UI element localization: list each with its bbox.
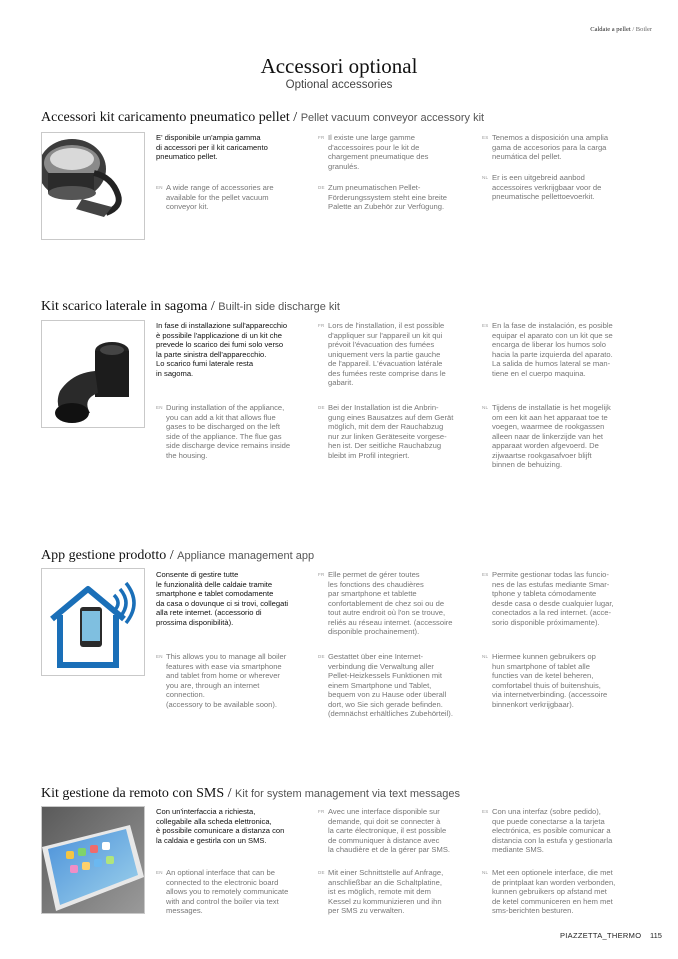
section-4-fr-body: Avec une interface disponible sur demande, qui doit se connecter à la carte électronique, il est possible de communiquer à distance avec la chaudière et de la gérer par SMS.	[328, 807, 450, 854]
lang-tag: FR	[318, 572, 325, 577]
section-4-text-en	[156, 868, 318, 916]
section-1-text-es	[482, 133, 642, 162]
page-subtitle: Optional accessories	[285, 79, 393, 91]
section-3-nl-body: Hiermee kunnen gebruikers op hun smartphone of tablet alle functies van de ketel beheren, comfortabel thuis of buitenshuis, via internetverbinding. (accessoire binnenkort verkrijgbaar).	[492, 652, 608, 709]
section-4-text-es	[482, 807, 642, 855]
lang-tag: FR	[318, 323, 325, 328]
section-2-text-nl	[482, 403, 642, 470]
running-header-section: Caldaie a pellet	[590, 26, 631, 33]
section-2-text-es	[482, 321, 642, 378]
footer-brand: PIAZZETTA_THERMO	[560, 931, 642, 940]
section-3-fr-body: Elle permet de gérer toutes les fonctions des chaudières par smartphone et tablette confortablement de chez soi ou de tout autre endroit où l'on se trouve, reliés au réseau internet. (accessoire disponible prochainement).	[328, 570, 453, 636]
section-2-en-body: During installation of the appliance, you can add a kit that allows flue gases to be discharged on the left side of the appliance. The flue gas side discharge device remains inside the housing.	[166, 403, 291, 460]
section-4-de-body: Mit einer Schnittstelle auf Anfrage, anschließbar an die Schaltplatine, ist es möglich, remote mit dem Kessel zu kommunizieren und ihn per SMS zu verwalten.	[328, 868, 444, 915]
section-4-text-fr	[318, 807, 480, 855]
section-1-text-it: E' disponibile un'ampia gamma di accessori per il kit caricamento pneumatico pellet.	[156, 133, 268, 161]
section-heading-side-discharge: Kit scarico laterale in sagoma / Built-in side discharge kit	[41, 299, 340, 314]
section-1-nl-body: Er is een uitgebreid aanbod accessoires verkrijgbaar voor de pneumatische pellettoevoerkit.	[492, 173, 602, 201]
section-title-it: Accessori kit caricamento pneumatico pellet	[41, 110, 290, 125]
section-2-text-de	[318, 403, 480, 460]
vacuum-conveyor-image	[41, 132, 145, 240]
lang-tag: ES	[482, 572, 489, 577]
section-2-text-it: In fase di installazione sull'apparecchio è possibile l'applicazione di un kit che prevede lo scarico dei fumi solo verso la parte sinistra dell'apparecchio. Lo scarico fumi laterale resta in sagoma.	[156, 321, 288, 378]
page-title: Accessori optional	[260, 54, 418, 78]
section-heading-vacuum-kit: Accessori kit caricamento pneumatico pellet / Pellet vacuum conveyor accessory kit	[41, 110, 485, 125]
section-3-es-body: Permite gestionar todas las funcio- nes de las estufas mediante Smar- tphone y tableta cómodamente desde casa o desde cualquier lugar, conectados a la red internet. (acce- sorio disponible próximamente).	[492, 570, 614, 627]
section-title-it: Kit scarico laterale in sagoma	[41, 299, 208, 314]
section-1-en-body: A wide range of accessories are available for the pellet vacuum conveyor kit.	[166, 183, 274, 211]
section-heading-app: App gestione prodotto / Appliance management app	[41, 548, 315, 563]
section-1-es-body: Tenemos a disposición una amplia gama de accesorios para la carga neumática del pellet.	[492, 133, 609, 161]
running-header-separator: /	[630, 26, 636, 33]
lang-tag: DE	[318, 870, 325, 875]
lang-tag: NL	[482, 870, 489, 875]
section-heading-sms: Kit gestione da remoto con SMS / Kit for system management via text messages	[41, 786, 461, 801]
lang-tag: DE	[318, 185, 325, 190]
section-3-text-en	[156, 652, 318, 709]
lang-tag: EN	[156, 405, 163, 410]
section-3-text-nl	[482, 652, 642, 709]
section-title-en: Appliance management app	[177, 550, 315, 562]
section-3-text-de	[318, 652, 480, 719]
section-2-nl-body: Tijdens de installatie is het mogelijk om een kit aan het apparaat toe te voegen, waarmee de rookgassen alleen naar de linkerzijde van het apparaat worden afgevoerd. De zijwaartse rookgasafvoer blijft binnen de behuizing.	[492, 403, 611, 469]
smartphone-sms-image	[41, 806, 145, 914]
section-4-text-nl	[482, 868, 642, 916]
section-3-de-body: Gestattet über eine Internet- verbindung die Verwaltung aller Pellet-Heizkessels Funktionen mit einem Smartphone und Tablet, bequem von zu Hause oder überall dort, wo Sie sich gerade befinden. (demnächst erhältliches Zubehörteil).	[328, 652, 453, 718]
section-1-text-en	[156, 183, 318, 212]
section-title-en: Built-in side discharge kit	[218, 301, 340, 313]
section-title-en: Pellet vacuum conveyor accessory kit	[300, 112, 485, 124]
running-header	[590, 26, 652, 33]
section-4-en-body: An optional interface that can be connected to the electronic board allows you to remotely communicate with and control the boiler via text messages.	[166, 868, 289, 915]
lang-tag: NL	[482, 405, 489, 410]
section-2-text-fr	[318, 321, 480, 388]
lang-tag: EN	[156, 654, 163, 659]
lang-tag: FR	[318, 809, 325, 814]
running-header-sub: Boiler	[635, 26, 652, 33]
section-title-en: Kit for system management via text messages	[235, 788, 461, 800]
section-1-de-body: Zum pneumatischen Pellet- Förderungssystem steht eine breite Palette an Zubehör zur Verfügung.	[328, 183, 448, 211]
section-title-it: Kit gestione da remoto con SMS	[41, 786, 225, 801]
section-1-text-de	[318, 183, 480, 212]
section-1-text-fr	[318, 133, 480, 171]
section-1-text-nl	[482, 173, 642, 202]
lang-tag: EN	[156, 870, 163, 875]
lang-tag: ES	[482, 135, 489, 140]
side-discharge-image	[41, 320, 145, 428]
smart-home-app-image	[41, 568, 145, 676]
section-4-nl-body: Met een optionele interface, die met de printplaat kan worden verbonden, kunnen gebruikers op afstand met de ketel communiceren en hem met sms-berichten besturen.	[492, 868, 616, 915]
section-2-fr-body: Lors de l'installation, il est possible d'appliquer sur l'appareil un kit qui prévoit l'évacuation des fumées uniquement vers la partie gauche de l'appareil. L'évacuation latérale des fumées reste comprise dans le gabarit.	[328, 321, 446, 387]
section-2-text-en	[156, 403, 318, 460]
lang-tag: DE	[318, 405, 325, 410]
section-1-fr-body: Il existe une large gamme d'accessoires pour le kit de chargement pneumatique des granulés.	[328, 133, 429, 171]
lang-tag: ES	[482, 809, 489, 814]
section-4-text-de	[318, 868, 480, 916]
lang-tag: NL	[482, 175, 489, 180]
page-number: 115	[650, 931, 662, 940]
section-2-de-body: Bei der Installation ist die Anbrin- gung eines Bausatzes auf dem Gerät möglich, mit dem der Rauchabzug nur zur linken Geräteseite vorgese- hen ist. Der seitliche Rauchabzug bleibt im Profil integriert.	[328, 403, 454, 460]
lang-tag: NL	[482, 654, 489, 659]
lang-tag: ES	[482, 323, 489, 328]
section-4-es-body: Con una interfaz (sobre pedido), que puede conectarse a la tarjeta electrónica, es posible comunicar a distancia con la estufa y gestionarla mediante SMS.	[492, 807, 613, 854]
section-4-text-it: Con un'interfaccia a richiesta, collegabile alla scheda elettronica, è possibile comunicare a distanza con la caldaia e gestirla con un SMS.	[156, 807, 285, 845]
section-3-text-it: Consente di gestire tutte le funzionalità delle caldaie tramite smartphone e tablet comodamente da casa o dovunque ci si trovi, collegati alla rete internet. (accessorio di prossima disponibilità).	[156, 570, 289, 627]
section-3-en-body: This allows you to manage all boiler features with ease via smartphone and tablet from home or wherever you are, through an internet connection. (accessory to be available soon).	[166, 652, 287, 709]
lang-tag: FR	[318, 135, 325, 140]
lang-tag: EN	[156, 185, 163, 190]
section-3-text-es	[482, 570, 642, 627]
section-title-it: App gestione prodotto	[41, 548, 167, 563]
lang-tag: DE	[318, 654, 325, 659]
section-3-text-fr	[318, 570, 480, 637]
section-2-es-body: En la fase de instalación, es posible equipar el aparato con un kit que se encarga de liberar los humos solo hacia la parte izquierda del aparato. La salida de humos lateral se man- tiene en el cuerpo maquina.	[492, 321, 613, 378]
